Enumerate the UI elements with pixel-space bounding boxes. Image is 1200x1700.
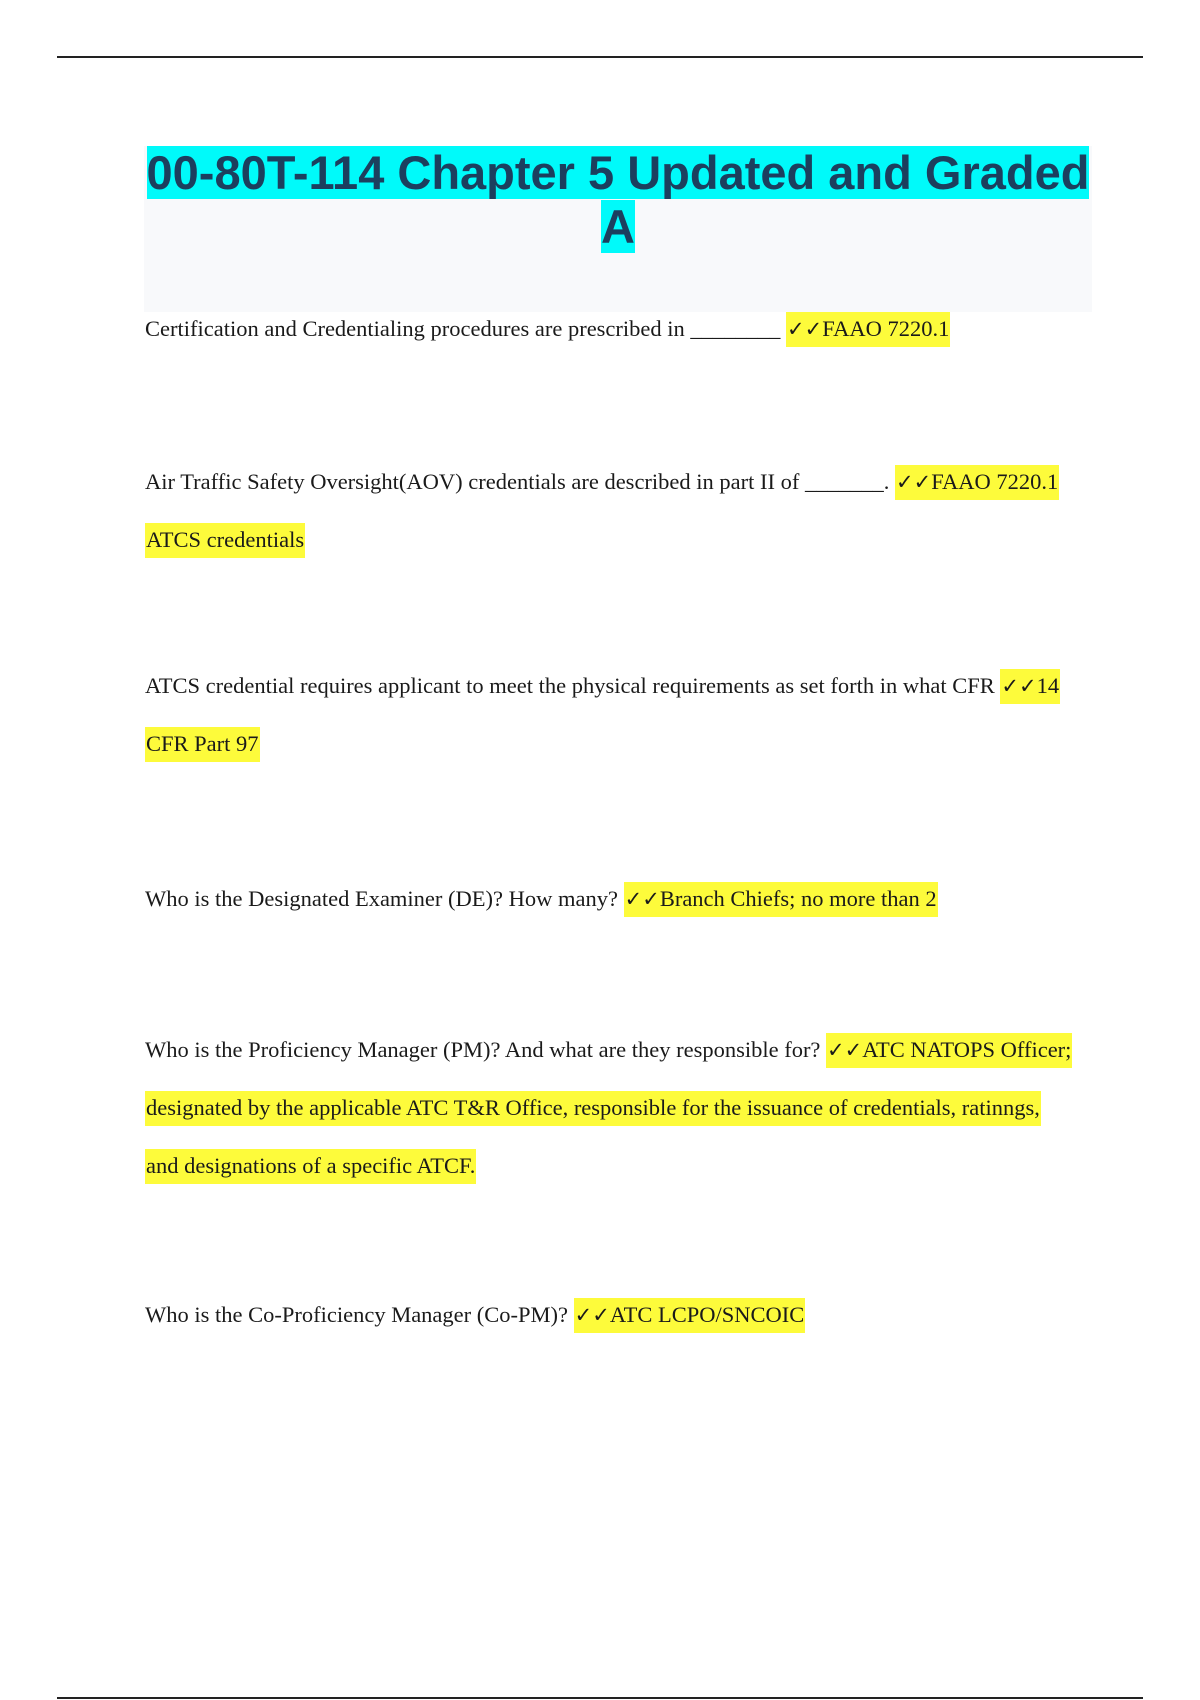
qa-item-5 (145, 1021, 1075, 1195)
check-mark-icon: ✓✓ (574, 1303, 610, 1327)
question-text: Certification and Credentialing procedures are prescribed in ________ (145, 316, 787, 341)
answer-highlight (574, 1298, 806, 1333)
question-text: ATCS credential requires applicant to meet the physical requirements as set forth in what CFR (145, 673, 1001, 698)
qa-item-4 (145, 870, 1075, 928)
answer-text: FAAO 7220.1 ATCS credentials (146, 469, 1059, 552)
answer-text: ATC NATOPS Officer; designated by the applicable ATC T&R Office, responsible for the issuance of credentials, ratinngs, and designations of a specific ATCF. (146, 1037, 1072, 1178)
check-mark-icon: ✓✓ (787, 317, 823, 341)
qa-item-6 (145, 1286, 1075, 1344)
check-mark-icon: ✓✓ (827, 1038, 863, 1062)
qa-item-3 (145, 657, 1075, 773)
answer-text: FAAO 7220.1 (822, 316, 950, 341)
answer-text: 14 CFR Part 97 (146, 673, 1060, 756)
answer-highlight (624, 882, 938, 917)
question-text: Who is the Co-Proficiency Manager (Co-PM)? (145, 1302, 574, 1327)
check-mark-icon: ✓✓ (624, 887, 660, 911)
question-text: Who is the Proficiency Manager (PM)? And what are they responsible for? (145, 1037, 827, 1062)
qa-item-2 (145, 453, 1075, 569)
title-banner (144, 146, 1092, 312)
qa-item-1 (145, 300, 1075, 358)
check-mark-icon: ✓✓ (896, 470, 932, 494)
answer-text: ATC LCPO/SNCOIC (609, 1302, 805, 1327)
check-mark-icon: ✓✓ (1001, 674, 1037, 698)
bottom-rule (57, 1697, 1143, 1699)
question-text: Who is the Designated Examiner (DE)? How many? (145, 886, 624, 911)
top-rule (57, 56, 1143, 58)
document-title: 00-80T-114 Chapter 5 Updated and Graded A (146, 146, 1090, 253)
answer-text: Branch Chiefs; no more than 2 (659, 886, 937, 911)
question-text: Air Traffic Safety Oversight(AOV) credentials are described in part II of _______. (145, 469, 895, 494)
answer-highlight (786, 312, 950, 347)
